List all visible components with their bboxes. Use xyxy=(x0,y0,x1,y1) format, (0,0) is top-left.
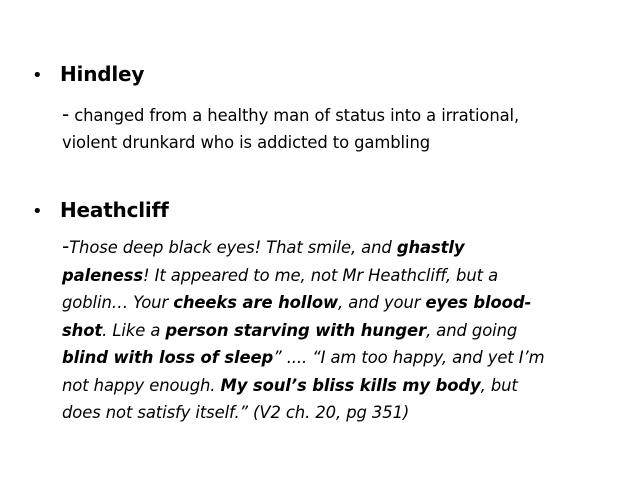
quote-text: ” .... “I am too happy, and yet I’m xyxy=(273,348,545,367)
heathcliff-quote-text xyxy=(62,238,544,422)
quote-emphasis: ghastly xyxy=(396,238,465,257)
quote-text: does not satisfy itself.” (V2 ch. 20, pg 351) xyxy=(62,403,410,422)
bullet-hindley xyxy=(32,62,144,86)
heathcliff-quote xyxy=(62,233,627,427)
heading-heathcliff: Heathcliff xyxy=(60,198,169,222)
quote-text: , and going xyxy=(426,320,518,340)
quote-emphasis: person starving with hunger xyxy=(165,320,427,340)
quote-emphasis: blind with loss of sleep xyxy=(62,348,274,367)
dash: - xyxy=(62,102,70,126)
bullet-heathcliff xyxy=(32,198,169,222)
hindley-line-2: violent drunkard who is addicted to gambling xyxy=(62,133,431,152)
heading-hindley: Hindley xyxy=(60,62,145,86)
bullet-dot: • xyxy=(32,65,43,86)
quote-text: Those deep black eyes! That smile, and xyxy=(69,238,397,257)
quote-text: , but xyxy=(480,375,518,395)
quote-emphasis: eyes blood- xyxy=(425,293,532,312)
hindley-description xyxy=(62,101,622,156)
bullet-dot: • xyxy=(32,201,43,222)
quote-emphasis: paleness xyxy=(62,265,144,285)
quote-emphasis: shot xyxy=(62,320,103,340)
quote-text: , and your xyxy=(338,293,426,312)
quote-text: not happy enough. xyxy=(62,375,221,395)
hindley-line-1: changed from a healthy man of status into a irrational, xyxy=(69,106,520,125)
dash: - xyxy=(62,234,70,258)
quote-emphasis: My soul’s bliss kills my body xyxy=(220,375,481,395)
quote-text: goblin… Your xyxy=(62,293,174,312)
quote-text: ! It appeared to me, not Mr Heathcliff, but a xyxy=(143,265,499,285)
quote-text: . Like a xyxy=(102,320,166,340)
quote-emphasis: cheeks are hollow xyxy=(173,293,339,312)
